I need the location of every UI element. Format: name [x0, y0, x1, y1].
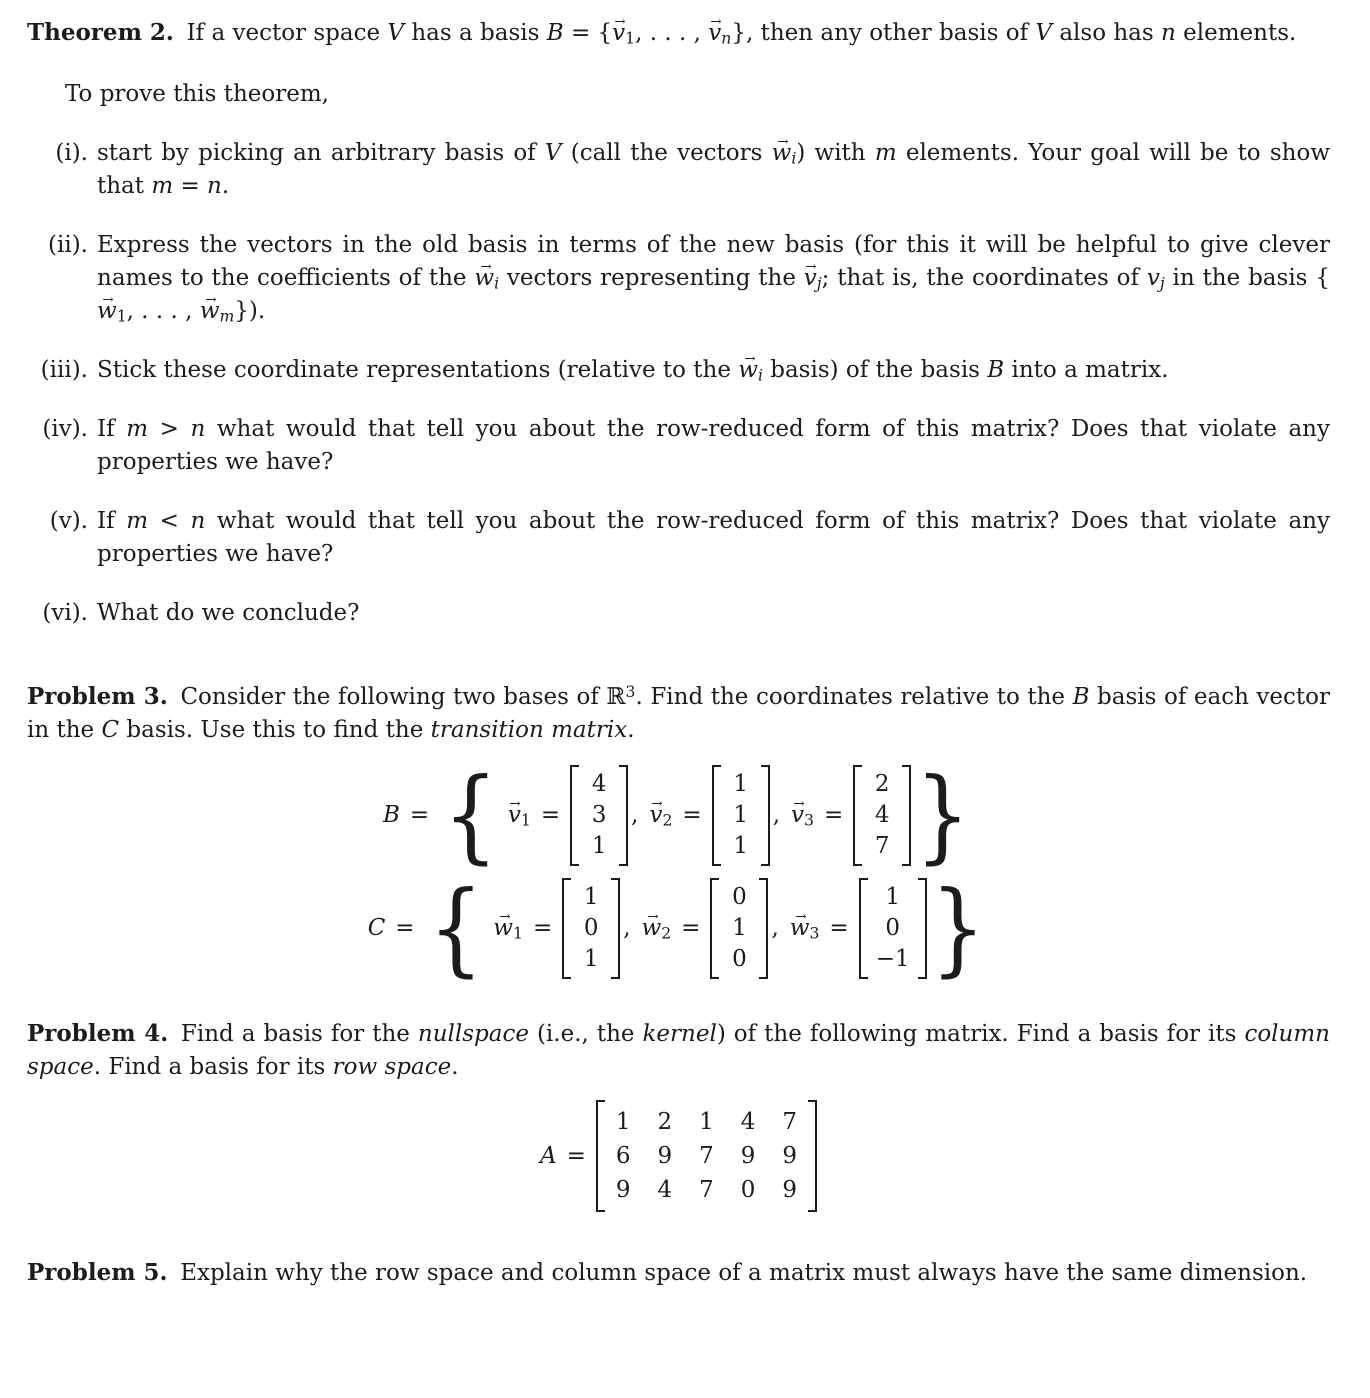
vector-v3	[785, 765, 911, 866]
matrix-cell: 1	[733, 771, 749, 797]
right-bracket	[918, 878, 927, 979]
right-bracket	[808, 1100, 817, 1212]
left-brace: {	[443, 756, 498, 875]
proof-step-ii	[27, 229, 1330, 328]
basis-b-name: B	[383, 802, 400, 828]
right-bracket	[619, 765, 628, 866]
matrix-cell: 6	[615, 1143, 631, 1169]
item-label: (i).	[55, 140, 88, 166]
column-vector	[859, 878, 927, 979]
basis-c-name: C	[367, 915, 386, 941]
equals-sign: =	[532, 915, 553, 941]
left-bracket	[570, 765, 579, 866]
matrix-cell: 9	[782, 1177, 798, 1203]
intro-line: To prove this theorem,	[65, 81, 329, 107]
column-vector	[853, 765, 911, 866]
vector-w3	[784, 878, 927, 979]
matrix-cell: 9	[657, 1143, 673, 1169]
proof-step-i	[27, 137, 1330, 203]
matrix-cell: 7	[782, 1109, 798, 1135]
right-bracket	[902, 765, 911, 866]
comma-separator: ,	[623, 915, 631, 941]
vector-v2	[643, 765, 769, 866]
item-label: (vi).	[42, 600, 88, 626]
matrix-cell: 1	[699, 1109, 714, 1135]
matrix-cell: 2	[874, 771, 890, 797]
equals-sign: =	[395, 915, 415, 941]
equals-sign: =	[823, 802, 844, 828]
proof-step-vi	[27, 597, 1330, 630]
right-bracket	[759, 878, 768, 979]
matrix-cell: 4	[740, 1109, 756, 1135]
comma-separator: ,	[771, 915, 779, 941]
column-vector	[570, 765, 628, 866]
proof-step-v	[27, 505, 1330, 571]
item-text: start by picking an arbitrary basis of V (call the vectors → wi) with m elements. Your goal will be to show that m = n.	[97, 137, 1330, 203]
item-text: If m > n what would that tell you about the row-reduced form of this matrix? Does that violate any properties we have?	[97, 416, 1330, 475]
matrix-cell: 9	[740, 1143, 756, 1169]
matrix-cell: 0	[583, 915, 599, 941]
left-bracket	[562, 878, 571, 979]
left-bracket	[712, 765, 721, 866]
matrix-cell: 1	[583, 884, 599, 910]
item-text: If m < n what would that tell you about the row-reduced form of this matrix? Does that violate any properties we have?	[97, 508, 1330, 567]
vector-label: → v1	[508, 799, 531, 832]
item-label: (iv).	[42, 416, 88, 442]
right-brace: }	[915, 756, 970, 875]
vector-label: → w1	[493, 912, 523, 945]
matrix-cell: 1	[615, 1109, 631, 1135]
matrix-a	[596, 1100, 817, 1212]
left-bracket	[859, 878, 868, 979]
matrix-cell: 7	[699, 1143, 714, 1169]
matrix-cell: 0	[885, 915, 900, 941]
equals-sign: =	[682, 802, 702, 828]
column-vector	[562, 878, 620, 979]
matrix-cell: 4	[874, 802, 890, 828]
vector-v1	[502, 765, 628, 866]
vector-label: → v2	[649, 799, 672, 832]
basis-c-definition	[27, 869, 1330, 988]
right-bracket	[611, 878, 620, 979]
matrix-cell: 1	[733, 833, 749, 859]
matrix-cell: 3	[591, 802, 607, 828]
matrix-cell: −1	[875, 946, 910, 972]
right-brace: }	[930, 869, 986, 988]
item-label: (ii).	[48, 232, 88, 258]
matrix-cell: 0	[740, 1177, 756, 1203]
item-text: What do we conclude?	[97, 600, 360, 626]
left-bracket	[853, 765, 862, 866]
problem-3-statement: Problem 3. Consider the following two bases of ℝ$^3$. Find the coordinates relative to the B basis of each vector in the C basis. Use this to find the transition matrix.	[27, 681, 1330, 743]
matrix-cell: 4	[657, 1177, 673, 1203]
column-vector	[710, 878, 768, 979]
vector-w1	[487, 878, 620, 979]
right-bracket	[761, 765, 770, 866]
equals-sign: =	[681, 915, 701, 941]
matrix-cell: 1	[591, 833, 607, 859]
problem-5-statement: Problem 5. Explain why the row space and column space of a matrix must always have the same dimension.	[27, 1259, 1308, 1286]
item-label: (v).	[49, 508, 88, 534]
matrix-cell: 0	[732, 946, 747, 972]
matrix-cell: 1	[732, 915, 747, 941]
vector-label: → w3	[790, 912, 820, 945]
equals-sign: =	[540, 802, 561, 828]
problem-4-statement: Problem 4. Find a basis for the nullspace (i.e., the kernel) of the following matrix. Find a basis for its column space. Find a basis for its row space.	[27, 1020, 1330, 1080]
vector-label: → v3	[791, 799, 814, 832]
left-brace: {	[428, 869, 484, 988]
matrix-a-definition	[27, 1100, 1330, 1212]
equals-sign: =	[566, 1142, 586, 1169]
item-text: Stick these coordinate representations (relative to the → wi basis) of the basis B into a matrix.	[97, 354, 1330, 387]
matrix-cell: 7	[699, 1177, 714, 1203]
column-vector	[712, 765, 770, 866]
matrix-cell: 9	[615, 1177, 631, 1203]
matrix-cell: 1	[733, 802, 749, 828]
proof-step-iv	[27, 413, 1330, 479]
comma-separator: ,	[772, 802, 781, 828]
comma-separator: ,	[631, 802, 639, 828]
matrix-cell: 1	[583, 946, 599, 972]
left-bracket	[710, 878, 719, 979]
basis-b-definition	[27, 756, 1330, 875]
vector-w2	[636, 878, 769, 979]
matrix-cell: 7	[874, 833, 890, 859]
item-text: Express the vectors in the old basis in terms of the new basis (for this it will be helpful to give clever names to the coefficients of the → wi vectors representing the → vj; that is, the coordinates of vj in the basis {→ w1, . . . , → wm}).	[97, 229, 1330, 328]
matrix-cell: 0	[732, 884, 747, 910]
matrix-cell: 2	[657, 1109, 673, 1135]
matrix-cell: 1	[885, 884, 900, 910]
equals-sign: =	[409, 802, 430, 828]
left-bracket	[596, 1100, 605, 1212]
matrix-cell: 9	[782, 1143, 798, 1169]
proof-step-iii	[27, 354, 1330, 387]
matrix-cell: 4	[591, 771, 607, 797]
equals-sign: =	[829, 915, 849, 941]
matrix-name: A	[539, 1142, 557, 1169]
theorem-2-statement: Theorem 2. If a vector space V has a basis B = {→ v1, . . . , → vn}, then any other basis of V also has n elements.	[27, 16, 1330, 50]
item-label: (iii).	[40, 357, 88, 383]
vector-label: → w2	[642, 912, 672, 945]
